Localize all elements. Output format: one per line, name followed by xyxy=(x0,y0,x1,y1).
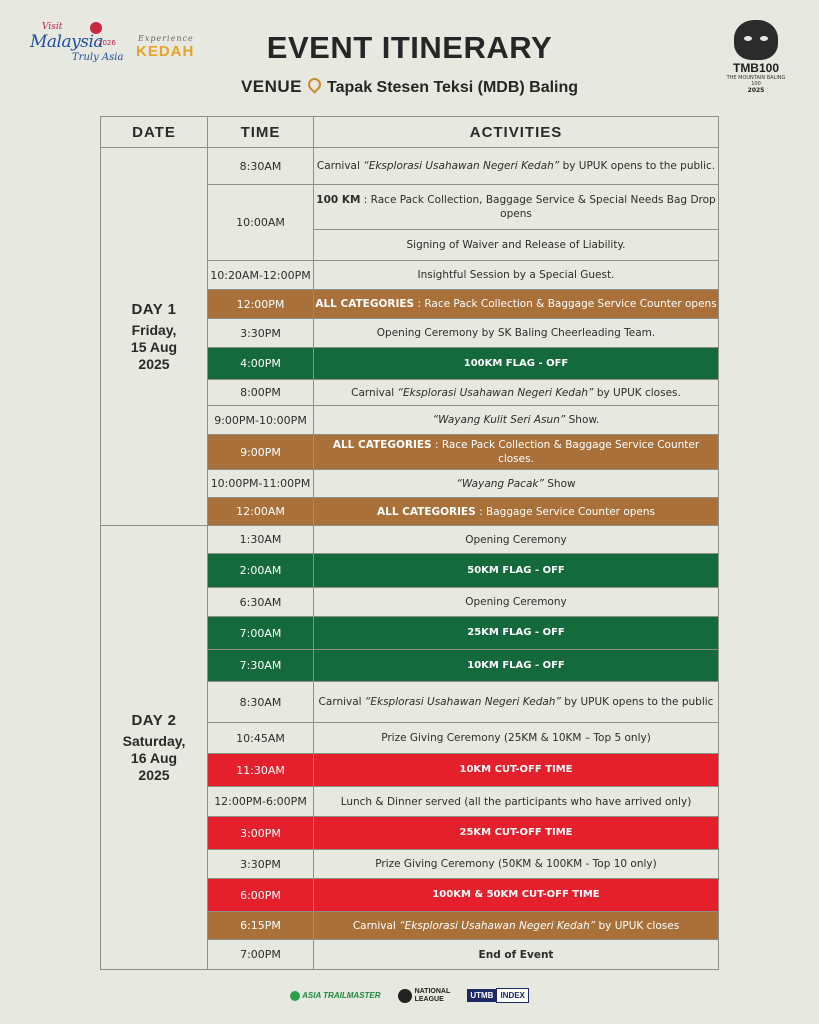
activity-cell: 100KM FLAG - OFF xyxy=(314,348,719,380)
activity-cell: 50KM FLAG - OFF xyxy=(314,554,719,588)
time-cell: 8:30AM xyxy=(208,682,314,723)
header-date: DATE xyxy=(101,117,208,148)
activity-cell: Signing of Waiver and Release of Liability. xyxy=(314,230,719,261)
time-cell: 7:30AM xyxy=(208,650,314,682)
time-cell: 6:15PM xyxy=(208,912,314,940)
time-cell: 8:00PM xyxy=(208,380,314,406)
activity-cell: Opening Ceremony xyxy=(314,588,719,617)
logo-malaysia-text: Malaysia xyxy=(30,32,104,52)
tmb-title: TMB100 xyxy=(732,61,779,75)
activity-cell: Carnival “Eksplorasi Usahawan Negeri Kedah” by UPUK opens to the public xyxy=(314,682,719,723)
activity-cell: ALL CATEGORIES : Race Pack Collection & Baggage Service Counter closes. xyxy=(314,435,719,470)
table-row xyxy=(101,526,719,554)
time-cell: 9:00PM-10:00PM xyxy=(208,406,314,435)
activity-cell: 100KM & 50KM CUT-OFF TIME xyxy=(314,879,719,912)
activity-cell: Lunch & Dinner served (all the participants who have arrived only) xyxy=(314,787,719,817)
header-activities: ACTIVITIES xyxy=(314,117,719,148)
day1-year: 2025 xyxy=(138,355,170,372)
activity-cell: “Wayang Pacak” Show xyxy=(314,470,719,498)
header-time: TIME xyxy=(208,117,314,148)
logo-year-text: 2026 xyxy=(98,39,116,47)
activity-cell: ALL CATEGORIES : Baggage Service Counter opens xyxy=(314,498,719,526)
venue-line xyxy=(0,77,819,97)
activity-cell: Carnival “Eksplorasi Usahawan Negeri Kedah” by UPUK opens to the public. xyxy=(314,148,719,185)
time-cell: 10:45AM xyxy=(208,723,314,754)
activity-cell: End of Event xyxy=(314,940,719,970)
time-cell: 9:00PM xyxy=(208,435,314,470)
logo-kedah-text: KEDAH xyxy=(136,43,195,60)
time-cell: 2:00AM xyxy=(208,554,314,588)
day1-weekday: Friday, xyxy=(131,321,177,338)
time-cell: 10:00AM xyxy=(208,185,314,261)
day2-weekday: Saturday, xyxy=(122,732,186,749)
logo-experience-text: Experience xyxy=(138,34,194,43)
activity-cell: ALL CATEGORIES : Race Pack Collection & Baggage Service Counter opens xyxy=(314,290,719,319)
time-cell: 1:30AM xyxy=(208,526,314,554)
time-cell: 10:00PM-11:00PM xyxy=(208,470,314,498)
day2-date: 16 Aug xyxy=(130,749,178,766)
venue-name: Tapak Stesen Teksi (MDB) Baling xyxy=(327,79,579,96)
time-cell: 7:00PM xyxy=(208,940,314,970)
utmb-index-logo: UTMB INDEX xyxy=(467,991,529,1000)
time-cell: 6:00PM xyxy=(208,879,314,912)
tmb-subtitle: THE MOUNTAIN BALING 100 xyxy=(726,75,786,87)
venue-label: VENUE xyxy=(240,77,303,96)
logo-tagline: Truly Asia xyxy=(72,52,124,63)
day1-date: 15 Aug xyxy=(130,338,178,355)
itinerary-table xyxy=(100,116,719,526)
time-cell: 6:30AM xyxy=(208,588,314,617)
activity-cell: 25KM CUT-OFF TIME xyxy=(314,817,719,850)
activity-cell: 10KM FLAG - OFF xyxy=(314,650,719,682)
day1-label: DAY 1 xyxy=(131,300,177,318)
time-cell: 11:30AM xyxy=(208,754,314,787)
time-cell: 3:30PM xyxy=(208,319,314,348)
itra-badge-icon xyxy=(398,989,412,1003)
activity-cell: Carnival “Eksplorasi Usahawan Negeri Kedah” by UPUK closes. xyxy=(314,380,719,406)
page-title: EVENT ITINERARY xyxy=(266,30,553,65)
time-cell: 4:00PM xyxy=(208,348,314,380)
sponsor-logos xyxy=(0,985,819,1004)
time-cell: 8:30AM xyxy=(208,148,314,185)
day2-cell xyxy=(101,526,208,970)
activity-cell: Opening Ceremony xyxy=(314,526,719,554)
asia-trailmaster-logo: ASIA TRAILMASTER xyxy=(290,991,380,1001)
table-header-row xyxy=(101,117,719,148)
time-cell: 3:00PM xyxy=(208,817,314,850)
activity-cell: Prize Giving Ceremony (25KM & 10KM – Top 5 only) xyxy=(314,723,719,754)
time-cell: 12:00AM xyxy=(208,498,314,526)
map-pin-icon xyxy=(305,75,323,93)
activity-cell: Prize Giving Ceremony (50KM & 100KM - Top 10 only) xyxy=(314,850,719,879)
time-cell: 3:30PM xyxy=(208,850,314,879)
time-cell: 12:00PM xyxy=(208,290,314,319)
time-cell: 12:00PM-6:00PM xyxy=(208,787,314,817)
time-cell: 7:00AM xyxy=(208,617,314,650)
national-league-logo: NATIONAL LEAGUE xyxy=(398,988,451,1004)
activity-cell: 10KM CUT-OFF TIME xyxy=(314,754,719,787)
activity-cell: “Wayang Kulit Seri Asun” Show. xyxy=(314,406,719,435)
activity-cell: 25KM FLAG - OFF xyxy=(314,617,719,650)
tmb-year: 2025 xyxy=(747,87,765,94)
itinerary-table-day2 xyxy=(100,525,719,970)
day2-label: DAY 2 xyxy=(131,711,177,729)
activity-cell: Carnival “Eksplorasi Usahawan Negeri Kedah” by UPUK closes xyxy=(314,912,719,940)
activity-cell: 100 KM : Race Pack Collection, Baggage Service & Special Needs Bag Drop opens xyxy=(314,185,719,230)
day1-cell xyxy=(101,148,208,526)
time-cell: 10:20AM-12:00PM xyxy=(208,261,314,290)
runner-icon xyxy=(290,991,300,1001)
activity-cell: Opening Ceremony by SK Baling Cheerleading Team. xyxy=(314,319,719,348)
activity-cell: Insightful Session by a Special Guest. xyxy=(314,261,719,290)
logo-visit-text: Visit xyxy=(42,22,63,32)
day2-year: 2025 xyxy=(138,766,170,783)
table-row xyxy=(101,148,719,185)
